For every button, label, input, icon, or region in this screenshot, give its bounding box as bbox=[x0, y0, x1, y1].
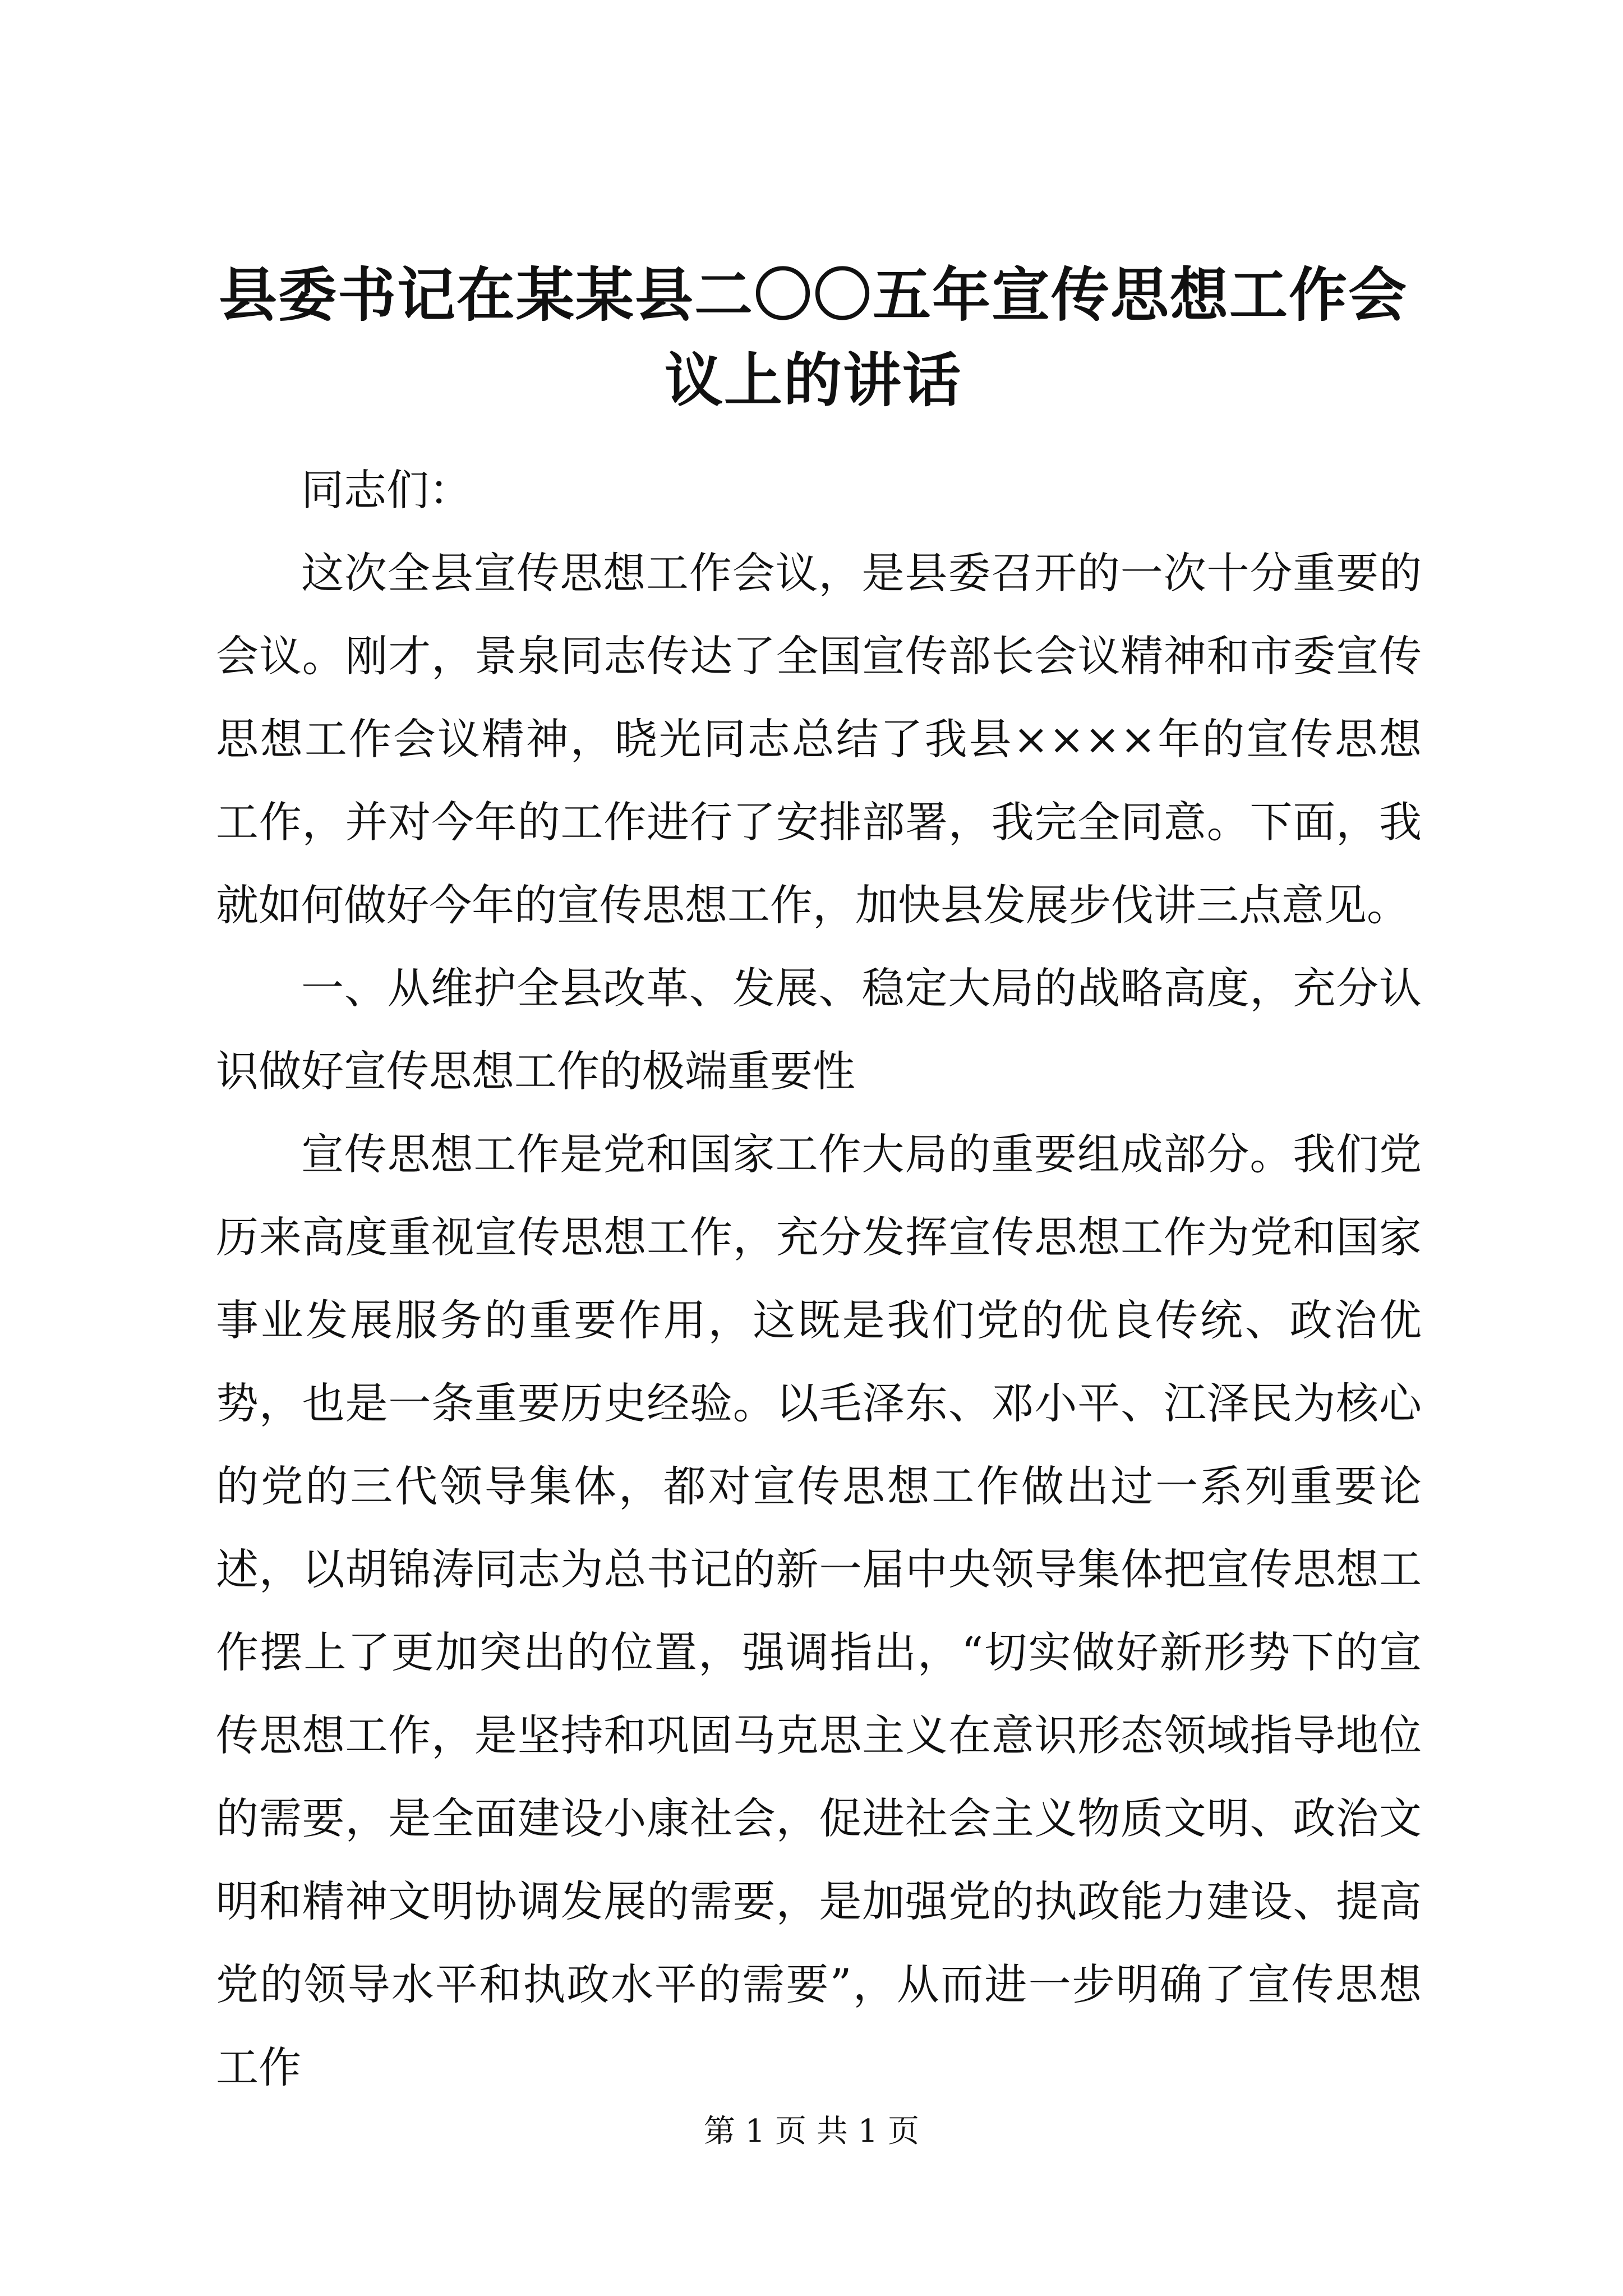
body-paragraph: 宣传思想工作是党和国家工作大局的重要组成部分。我们党历来高度重视宣传思想工作，充分发挥宣传思想工作为党和国家事业发展服务的重要作用，这既是我们党的优良传统、政治优势，也是一条重要历史经验。以毛泽东、邓小平、江泽民为核心的党的三代领导集体，都对宣传思想工作做出过一系列重要论述，以胡锦涛同志为总书记的新一届中央领导集体把宣传思想工作摆上了更加突出的位置，强调指出，“切实做好新形势下的宣传思想工作，是坚持和巩固马克思主义在意识形态领域指导地位的需要，是全面建设小康社会，促进社会主义物质文明、政治文明和精神文明协调发展的需要，是加强党的执政能力建设、提高党的领导水平和执政水平的需要”，从而进一步明确了宣传思想工作 bbox=[216, 1129, 1422, 2092]
document-title bbox=[202, 252, 1424, 423]
page-footer: 第 1 页 共 1 页 bbox=[703, 2113, 920, 2150]
document-body bbox=[216, 449, 1422, 2109]
salutation: 同志们： bbox=[301, 465, 472, 515]
document-title-line-2: 议上的讲话 bbox=[664, 346, 962, 415]
body-paragraph: 这次全县宣传思想工作会议，是县委召开的一次十分重要的会议。刚才，景泉同志传达了全国宣传部长会议精神和市委宣传思想工作会议精神，晓光同志总结了我县××××年的宣传思想工作，并对今年的工作进行了安排部署，我完全同意。下面，我就如何做好今年的宣传思想工作，加快县发展步伐讲三点意见。 bbox=[216, 548, 1422, 930]
section-heading: 一、从维护全县改革、发展、稳定大局的战略高度，充分认识做好宣传思想工作的极端重要性 bbox=[216, 963, 1422, 1096]
document-title-line-1: 县委书记在某某县二〇〇五年宣传思想工作会 bbox=[218, 260, 1408, 329]
